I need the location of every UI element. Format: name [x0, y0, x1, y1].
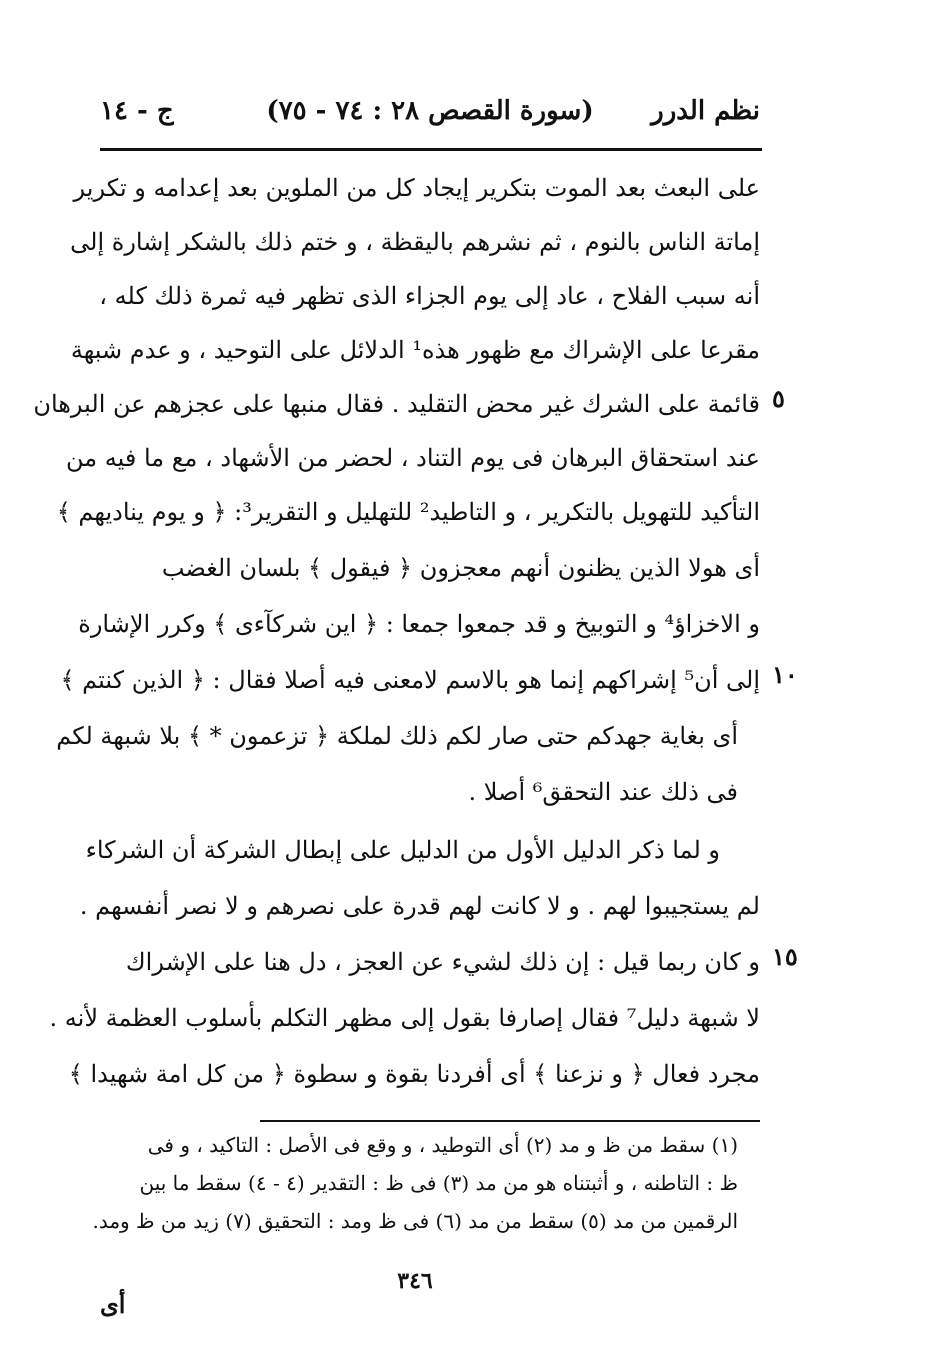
footnote-rule	[260, 1120, 760, 1122]
line-number-marker: ١٥	[772, 942, 798, 971]
volume-label: ج - ١٤	[100, 96, 174, 126]
text-line: على البعث بعد الموت بتكرير إيجاد كل من الملوين بعد إعدامه و تكرير	[73, 174, 760, 202]
line-number-marker: ١٠	[772, 660, 798, 689]
text-line: إلى أن⁵ إشراكهم إنما هو بالاسم لامعنى فيه أصلا فقال : ﴿ الذين كنتم ﴾	[60, 666, 760, 694]
text-line: لا شبهة دليل⁷ فقال إصارفا بقول إلى مظهر التكلم بأسلوب العظمة لأنه .	[49, 1004, 760, 1032]
header-rule	[100, 148, 762, 151]
footnote-line: (١) سقط من ظ و مد (٢) أى التوطيد ، و وقع فى الأصل : التاكيد ، و فى	[147, 1133, 738, 1157]
page-number: ٣٤٦	[397, 1268, 433, 1294]
text-line: التأكيد للتهويل بالتكرير ، و التاطيد² للتهليل و التقرير³: ﴿ و يوم يناديهم ﴾	[56, 498, 760, 526]
text-line: مجرد فعال ﴿ و نزعنا ﴾ أى أفردنا بقوة و سطوة ﴿ من كل امة شهيدا ﴾	[68, 1060, 760, 1088]
text-line: إماتة الناس بالنوم ، ثم نشرهم باليقظة ، و ختم ذلك بالشكر إشارة إلى	[70, 228, 760, 256]
book-title: نظم الدرر	[651, 96, 760, 126]
line-number-marker: ٥	[772, 384, 785, 413]
running-header	[100, 90, 760, 130]
text-line: عند استحقاق البرهان فى يوم التناد ، لحضر من الأشهاد ، مع ما فيه من	[66, 444, 760, 472]
text-line: قائمة على الشرك غير محض التقليد . فقال منبها على عجزهم عن البرهان	[33, 390, 760, 418]
text-line: و الاخزاؤ⁴ و التوبيخ و قد جمعوا جمعا : ﴿ اين شركآءى ﴾ وكرر الإشارة	[78, 610, 760, 638]
text-line: أنه سبب الفلاح ، عاد إلى يوم الجزاء الذى تظهر فيه ثمرة ذلك كله ،	[99, 282, 760, 310]
text-line: و كان ربما قيل : إن ذلك لشيء عن العجز ، دل هنا على الإشراك	[125, 948, 760, 976]
text-line: فى ذلك عند التحقق⁶ أصلا .	[468, 778, 738, 806]
surah-reference: (سورة القصص ٢٨ : ٧٤ - ٧٥)	[266, 96, 594, 126]
text-line: أى بغاية جهدكم حتى صار لكم ذلك لملكة ﴿ تزعمون * ﴾ بلا شبهة لكم	[56, 722, 738, 750]
text-line: لم يستجيبوا لهم . و لا كانت لهم قدرة على نصرهم و لا نصر أنفسهم .	[79, 892, 760, 920]
catchword: أى	[100, 1290, 126, 1319]
text-line: و لما ذكر الدليل الأول من الدليل على إبطال الشركة أن الشركاء	[85, 836, 720, 864]
text-line: أى هولا الذين يظنون أنهم معجزون ﴿ فيقول ﴾ بلسان الغضب	[161, 554, 760, 582]
footnote-line: ظ : التاطنه ، و أثبتناه هو من مد (٣) فى ظ : التقدير (٤ - ٤) سقط ما بين	[139, 1171, 738, 1195]
text-line: مقرعا على الإشراك مع ظهور هذه¹ الدلائل على التوحيد ، و عدم شبهة	[70, 336, 760, 364]
footnote-line: الرقمين من مد (٥) سقط من مد (٦) فى ظ ومد : التحقيق (٧) زيد من ظ ومد.	[92, 1209, 738, 1233]
